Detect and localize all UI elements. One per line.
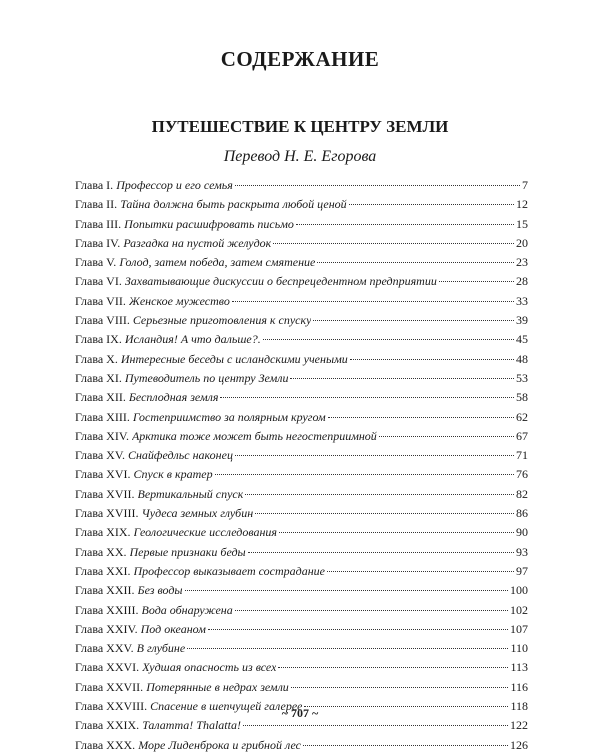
chapter-page-number: 76	[516, 467, 528, 482]
chapter-page-number: 71	[516, 448, 528, 463]
chapter-title: Вертикальный спуск	[137, 486, 244, 501]
chapter-number: Глава XI.	[75, 370, 122, 385]
dot-leader	[303, 745, 508, 746]
dot-leader	[279, 532, 514, 533]
chapter-number: Глава XII.	[75, 390, 126, 405]
chapter-title: Гостеприимство за полярным кругом	[132, 409, 326, 424]
chapter-number: Глава XXVI.	[75, 660, 140, 675]
chapter-page-number: 102	[510, 602, 528, 617]
chapter-page-number: 7	[522, 178, 528, 192]
chapter-page-number: 23	[516, 255, 528, 270]
dot-leader	[185, 590, 508, 591]
chapter-title: Бесплодная земля	[128, 390, 219, 405]
chapter-title: Худшая опасность из всех	[142, 660, 277, 675]
toc-entry	[75, 543, 528, 562]
toc-entry	[75, 388, 528, 407]
chapter-title: Талатта! Thalatta!	[142, 718, 241, 733]
chapter-page-number: 28	[516, 274, 528, 289]
chapter-number: Глава X.	[75, 351, 118, 366]
chapter-title: Путеводитель по центру Земли	[124, 370, 289, 385]
dot-leader	[187, 648, 508, 649]
chapter-number: Глава XXVII.	[75, 679, 144, 694]
toc-entry	[75, 639, 528, 658]
dot-leader	[350, 359, 514, 360]
chapter-page-number: 118	[510, 699, 528, 714]
chapter-title: Профессор и его семья	[116, 178, 233, 192]
toc-entry	[75, 272, 528, 291]
dot-leader	[208, 629, 508, 630]
toc-entry	[75, 427, 528, 446]
chapter-title: Вода обнаружена	[141, 602, 233, 617]
dot-leader	[328, 417, 514, 418]
chapter-number: Глава IX.	[75, 332, 122, 347]
toc-entry	[75, 620, 528, 639]
dot-leader	[245, 494, 514, 495]
chapter-title: Под океаном	[140, 621, 206, 636]
chapter-number: Глава XXX.	[75, 737, 136, 752]
chapter-number: Глава VII.	[75, 293, 126, 308]
chapter-page-number: 15	[516, 216, 528, 231]
chapter-page-number: 97	[516, 563, 528, 578]
dot-leader	[255, 513, 514, 514]
chapter-page-number: 110	[510, 641, 528, 656]
chapter-title: Снайфедльс наконец	[127, 448, 233, 463]
toc-entry	[75, 446, 528, 465]
toc-entry	[75, 369, 528, 388]
chapter-title: Потерянные в недрах земли	[146, 679, 289, 694]
toc-entry	[75, 253, 528, 272]
chapter-number: Глава XXVIII.	[75, 699, 148, 714]
dot-leader	[273, 243, 514, 244]
chapter-title: Разгадка на пустой желудок	[123, 235, 272, 250]
chapter-title: Захватывающие дискуссии о беспрецедентном предприятии	[124, 274, 437, 289]
dot-leader	[349, 204, 514, 205]
dot-leader	[439, 281, 514, 282]
chapter-title: Спасение в шепчущей галерее	[150, 699, 303, 714]
toc-entry	[75, 311, 528, 330]
chapter-page-number: 107	[510, 621, 528, 636]
chapter-number: Глава XXIV.	[75, 621, 138, 636]
toc-entry	[75, 562, 528, 581]
chapter-number: Глава VIII.	[75, 313, 130, 328]
chapter-number: Глава XX.	[75, 544, 127, 559]
chapter-page-number: 82	[516, 486, 528, 501]
chapter-page-number: 62	[516, 409, 528, 424]
toc-entry	[75, 485, 528, 504]
dot-leader	[291, 687, 509, 688]
chapter-number: Глава XIX.	[75, 525, 131, 540]
toc-entry	[75, 330, 528, 349]
toc-entry	[75, 292, 528, 311]
table-of-contents	[75, 176, 528, 755]
toc-entry	[75, 465, 528, 484]
dot-leader	[327, 571, 514, 572]
chapter-title: Море Лиденброка и грибной лес	[138, 737, 302, 752]
toc-entry	[75, 658, 528, 677]
chapter-number: Глава XIII.	[75, 409, 130, 424]
chapter-title: Профессор выказывает сострадание	[133, 563, 326, 578]
chapter-number: Глава II.	[75, 197, 118, 212]
dot-leader	[313, 320, 514, 321]
chapter-title: Первые признаки беды	[129, 544, 246, 559]
chapter-title: Без воды	[137, 583, 183, 598]
chapter-title: Серьезные приготовления к спуску	[132, 313, 312, 328]
chapter-page-number: 33	[516, 293, 528, 308]
chapter-page-number: 86	[516, 506, 528, 521]
toc-entry	[75, 504, 528, 523]
chapter-title: Голод, затем победа, затем смятение	[119, 255, 316, 270]
dot-leader	[263, 339, 514, 340]
chapter-number: Глава IV.	[75, 235, 121, 250]
dot-leader	[278, 667, 508, 668]
dot-leader	[290, 378, 514, 379]
dot-leader	[379, 436, 514, 437]
toc-entry	[75, 408, 528, 427]
dot-leader	[235, 185, 520, 186]
chapter-number: Глава XVIII.	[75, 506, 139, 521]
dot-leader	[243, 725, 508, 726]
dot-leader	[220, 397, 514, 398]
chapter-page-number: 113	[510, 660, 528, 675]
dot-leader	[215, 474, 514, 475]
chapter-title: Чудеса земных глубин	[141, 506, 254, 521]
chapter-number: Глава III.	[75, 216, 122, 231]
chapter-title: Женское мужество	[128, 293, 230, 308]
chapter-page-number: 48	[516, 351, 528, 366]
chapter-page-number: 58	[516, 390, 528, 405]
chapter-page-number: 12	[516, 197, 528, 212]
chapter-number: Глава VI.	[75, 274, 122, 289]
toc-entry	[75, 736, 528, 755]
toc-entry	[75, 176, 528, 195]
chapter-page-number: 53	[516, 370, 528, 385]
chapter-number: Глава XXII.	[75, 583, 135, 598]
toc-entry	[75, 678, 528, 697]
chapter-number: Глава I.	[75, 178, 114, 192]
chapter-number: Глава XXIII.	[75, 602, 139, 617]
toc-entry	[75, 215, 528, 234]
chapter-page-number: 45	[516, 332, 528, 347]
chapter-number: Глава XXIX.	[75, 718, 140, 733]
chapter-page-number: 20	[516, 235, 528, 250]
dot-leader	[235, 455, 514, 456]
toc-entry	[75, 195, 528, 214]
chapter-page-number: 39	[516, 313, 528, 328]
dot-leader	[232, 301, 514, 302]
chapter-number: Глава XIV.	[75, 428, 129, 443]
chapter-page-number: 126	[510, 737, 528, 752]
chapter-title: Исландия! А что дальше?.	[124, 332, 261, 347]
chapter-title: Попытки расшифровать письмо	[124, 216, 294, 231]
chapter-number: Глава V.	[75, 255, 117, 270]
toc-entry	[75, 523, 528, 542]
dot-leader	[235, 610, 508, 611]
page-number: ~ 707 ~	[281, 706, 319, 720]
chapter-title: Интересные беседы с исландскими учеными	[120, 351, 348, 366]
chapter-number: Глава XXI.	[75, 563, 131, 578]
chapter-number: Глава XVI.	[75, 467, 131, 482]
chapter-page-number: 122	[510, 718, 528, 733]
toc-entry	[75, 581, 528, 600]
toc-entry	[75, 601, 528, 620]
chapter-page-number: 67	[516, 428, 528, 443]
toc-entry	[75, 234, 528, 253]
chapter-title: Спуск в кратер	[133, 467, 213, 482]
toc-entry	[75, 350, 528, 369]
chapter-page-number: 100	[510, 583, 528, 598]
chapter-page-number: 90	[516, 525, 528, 540]
chapter-number: Глава XVII.	[75, 486, 135, 501]
chapter-page-number: 93	[516, 544, 528, 559]
chapter-page-number: 116	[510, 679, 528, 694]
chapter-number: Глава XXV.	[75, 641, 134, 656]
chapter-title: Тайна должна быть раскрыта любой ценой	[120, 197, 347, 212]
dot-leader	[248, 552, 514, 553]
translator-credit: Перевод Н. Е. Егорова	[223, 148, 377, 165]
chapter-title: В глубине	[136, 641, 186, 656]
work-title: ПУТЕШЕСТВИЕ К ЦЕНТРУ ЗЕМЛИ	[151, 117, 449, 136]
page-heading: СОДЕРЖАНИЕ	[220, 47, 380, 71]
chapter-number: Глава XV.	[75, 448, 125, 463]
dot-leader	[317, 262, 514, 263]
chapter-title: Геологические исследования	[133, 525, 278, 540]
dot-leader	[296, 224, 514, 225]
chapter-title: Арктика тоже может быть негостеприимной	[131, 428, 377, 443]
